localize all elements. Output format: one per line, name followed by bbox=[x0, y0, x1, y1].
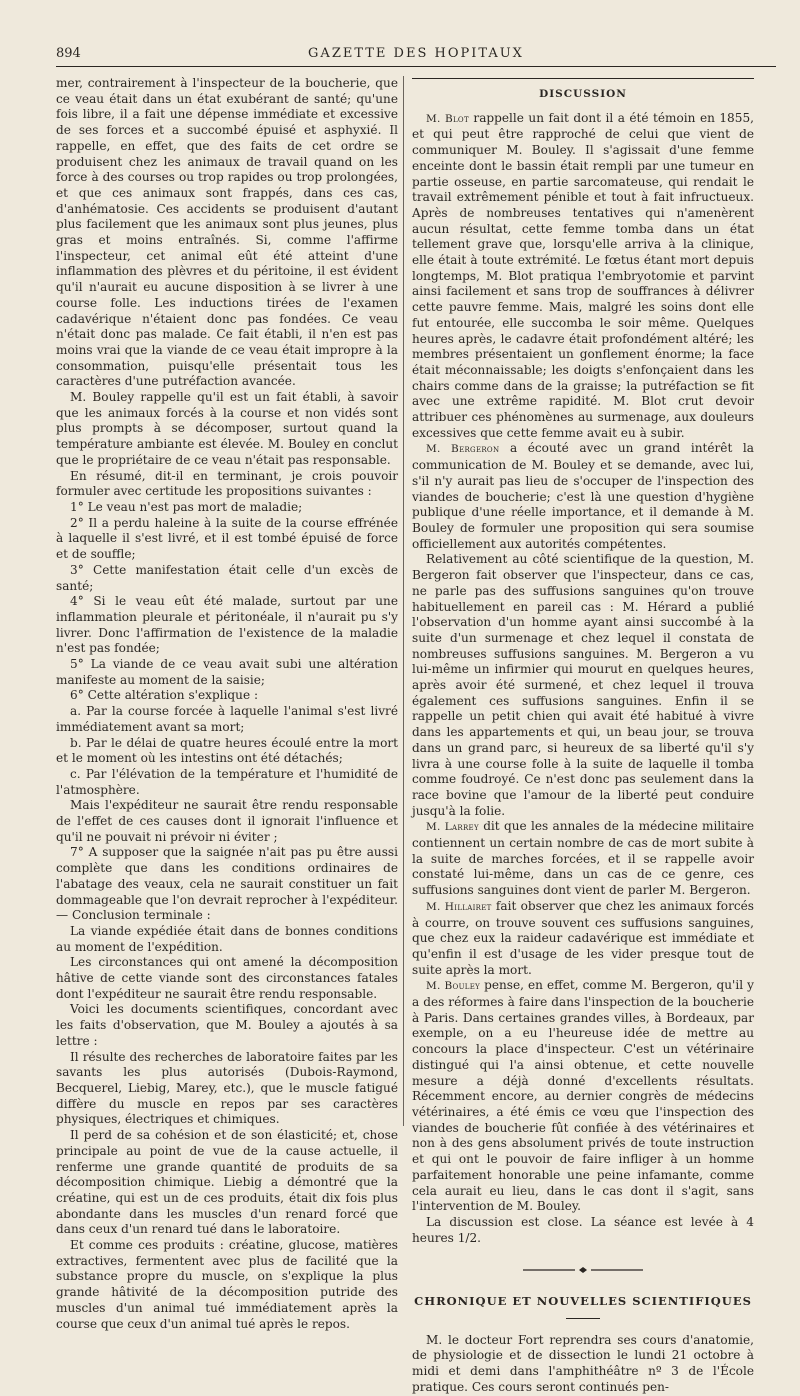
ornament-divider-icon bbox=[523, 1266, 643, 1274]
heading-underline bbox=[566, 1318, 600, 1319]
ornament-rule bbox=[412, 1264, 754, 1280]
paragraph: En résumé, dit-il en terminant, je crois pouvoir formuler avec certitude les propositions suivantes : bbox=[56, 468, 398, 499]
journal-title: GAZETTE DES HOPITAUX bbox=[308, 46, 524, 61]
speaker-name: M. Blot bbox=[426, 112, 469, 125]
proposition-item: 1° Le veau n'est pas mort de maladie; bbox=[70, 499, 303, 514]
proposition-item: 3° Cette manifestation était celle d'un excès de santé; bbox=[56, 562, 398, 593]
discussion-paragraph bbox=[412, 441, 754, 552]
discussion-paragraph bbox=[412, 111, 754, 442]
proposition-item: 6° Cette altération s'explique : bbox=[70, 688, 259, 703]
discussion-heading: DISCUSSION bbox=[539, 88, 627, 100]
proposition-item: 4° Si le veau eût été malade, surtout par une inflammation pleurale et péritonéale, il n'aurait pu s'y livrer. Donc l'affirmation de l'existence de la maladie n'est pas fondée; bbox=[56, 594, 398, 656]
discussion-text: Relativement au côté scientifique de la question, M. Bergeron fait observer que l'inspecteur, dans ce cas, ne parle pas des suffusions sanguines qu'on trouve habituellement en pareil cas : M. Hérard a publié l'observation d'un homme ayant ainsi succombé à la suite d'un surmenage et chez lequel il constata de nombreuses suffusions sanguines. M. Bergeron a vu lui-même un infirmier qui mourut en quelques heures, après avoir été surmené, et chez lequel il trouva également ces suffusions sanguines. Enfin il se rappelle un petit chien qui avait été habitué à vivre dans les appartements et qui, un beau jour, se trouva dans un grand parc, si heureux de sa liberté qu'il s'y livra à une course folle à la suite de laquelle il tomba comme foudroyé. Ce n'est donc pas seulement dans la race bovine que l'amour de la liberté peut conduire jusqu'à la folie. bbox=[412, 552, 754, 818]
proposition-subitem: c. Par l'élévation de la température et l'humidité de l'atmosphère. bbox=[56, 766, 398, 797]
paragraph: Et comme ces produits : créatine, glucose, matières extractives, fermentent avec plus de facilité que la substance propre du muscle, on s'explique la plus grande hâtivité de la décomposition putride des muscles d'un animal tué immédiatement après la course que ceux d'un animal tué après le repos. bbox=[56, 1238, 398, 1331]
discussion-paragraph bbox=[412, 1215, 754, 1246]
discussion-paragraph bbox=[412, 552, 754, 819]
right-column bbox=[412, 78, 754, 1396]
proposition-item: 2° Il a perdu haleine à la suite de la course effrénée à laquelle il s'est livré, et il est tombé épuisé de force et de souffle; bbox=[56, 515, 398, 562]
chronique-heading: CHRONIQUE ET NOUVELLES SCIENTIFIQUES bbox=[414, 1294, 752, 1309]
paragraph: Mais l'expéditeur ne saurait être rendu responsable de l'effet de ces causes dont il ignorait l'influence et qu'il ne pouvait ni prévoir ni éviter ; bbox=[56, 798, 398, 844]
speaker-name: M. Bergeron bbox=[426, 443, 500, 456]
section-rule bbox=[412, 78, 754, 79]
discussion-text: rappelle un fait dont il a été témoin en 1855, et qui peut être rapproché de celui que vient de communiquer M. Bouley. Il s'agissait d'une femme enceinte dont le bassin était rempli par une tumeur en partie osseuse, en partie sarcomateuse, qui rendait le travail extrêmement pénible et tout à fait infructueux. Après de nombreuses tentatives qui n'amenèrent aucun résultat, cette femme tomba dans un état tellement grave que, lorsqu'elle arriva à la clinique, elle était à toute extrémité. Le fœtus étant mort depuis longtemps, M. Blot pratiqua l'embryotomie et parvint ainsi facilement et sans trop de souffrances à délivrer cette pauvre femme. Mais, malgré les soins dont elle fut entourée, elle succomba le soir même. Quelques heures après, le cadavre était profondément altéré; les membres présentaient un gonflement énorme; la face était méconnaissable; les doigts s'enfonçaient dans les chairs comme dans de la graisse; la putréfaction se fit avec une extrême rapidité. M. Blot crut devoir attribuer ces phénomènes au surmenage, aux douleurs excessives que cette femme avait eu à subir. bbox=[412, 110, 754, 440]
paragraph: Les circonstances qui ont amené la décomposition hâtive de cette viande sont des circonstances fatales dont l'expéditeur ne saurait être rendu responsable. bbox=[56, 955, 398, 1001]
speaker-name: M. Larrey bbox=[426, 821, 479, 834]
discussion-paragraph bbox=[412, 819, 754, 899]
speaker-name: M. Bouley bbox=[426, 980, 481, 993]
column-divider bbox=[403, 76, 404, 1126]
paragraph: Il résulte des recherches de laboratoire faites par les savants les plus autorisés (Dubois-Raymond, Becquerel, Liebig, Marey, etc.), que le muscle fatigué diffère du muscle en repos par ses caractères physiques, électriques et chimiques. bbox=[56, 1049, 398, 1127]
left-column bbox=[56, 76, 398, 1332]
speaker-name: M. Hillairet bbox=[426, 900, 492, 913]
proposition-subitem: a. Par la course forcée à laquelle l'animal s'est livré immédiatement avant sa mort; bbox=[56, 704, 398, 734]
paragraph: M. Bouley rappelle qu'il est un fait établi, à savoir que les animaux forcés à la course et non vidés sont plus prompts à se décomposer, surtout quand la température ambiante est élevée. M. Bouley en conclut que le propriétaire de ce veau n'était pas responsable. bbox=[56, 390, 398, 467]
paragraph: mer, contrairement à l'inspecteur de la boucherie, que ce veau était dans un état exubérant de santé; qu'une fois libre, il a fait une dépense immédiate et excessive de ses forces et a succombé épuisé et asphyxié. Il rappelle, en effet, que des faits de cet ordre se produisent chez les animaux de travail quand on les force à des courses ou trop rapides ou trop prolongées, et que ces animaux sont frappés, dans ces cas, d'anhématosie. Ces accidents se produisent d'autant plus facilement que les animaux sont plus jeunes, plus gras et moins entraînés. Si, comme l'affirme l'inspecteur, cet animal eût été atteint d'une inflammation des plèvres et du péritoine, il est évident qu'il n'aurait eu aucune disposition à se livrer à une course folle. Les inductions tirées de l'examen cadavérique n'étaient donc pas fondées. Ce veau n'était donc pas malade. Ce fait établi, il n'en est pas moins vrai que la viande de ce veau était impropre à la consommation, puisqu'elle présentait tous les caractères d'une putréfaction avancée. bbox=[56, 76, 398, 389]
chronique-paragraph: M. le docteur Fort reprendra ses cours d'anatomie, de physiologie et de dissection le lundi 21 octobre à midi et demi dans l'amphithéâtre nº 3 de l'École pratique. Ces cours seront continués pen- bbox=[412, 1332, 754, 1394]
discussion-text: fait observer que chez les animaux forcés à courre, on trouve souvent ces suffusions sanguines, que chez eux la raideur cadavérique est immédiate et qu'enfin il est d'usage de les vider presque tout de suite après la mort. bbox=[412, 898, 754, 977]
discussion-text: dit que les annales de la médecine militaire contiennent un certain nombre de cas de mort subite à la suite de marches forcées, et il se rappelle avoir constaté lui-même, dans un cas de ce genre, ces suffusions sanguines dont vient de parler M. Bergeron. bbox=[412, 819, 754, 898]
paragraph: La viande expédiée était dans de bonnes conditions au moment de l'expédition. bbox=[56, 923, 398, 954]
discussion-text: La discussion est close. La séance est levée à 4 heures 1/2. bbox=[412, 1214, 754, 1245]
discussion-paragraph bbox=[412, 978, 754, 1215]
proposition-item: 7° A supposer que la saignée n'ait pas pu être aussi complète que dans les conditions ordinaires de l'abatage des veaux, cela ne saurait constituer un fait dommageable que l'on devrait reprocher à l'expéditeur. — Conclusion terminale : bbox=[56, 845, 398, 923]
discussion-text: pense, en effet, comme M. Bergeron, qu'il y a des réformes à faire dans l'inspection de la boucherie à Paris. Dans certaines grandes villes, à Bordeaux, par exemple, on a eu l'heureuse idée de mettre au concours la place d'inspecteur. C'est un vétérinaire distingué qui l'a ainsi obtenue, et cette nouvelle mesure a déjà donné d'excellents résultats. Récemment encore, au dernier congrès de médecins vétérinaires, a été émis ce vœu que l'inspection des viandes de boucherie fût confiée à des vétérinaires et non à des gens absolument privés de toute instruction et qui ont le pouvoir de faire infliger à un homme parfaitement honorable une peine infamante, comme cela aurait eu lieu, dans le cas dont il s'agit, sans l'intervention de M. Bouley. bbox=[412, 978, 754, 1214]
paragraph: Il perd de sa cohésion et de son élasticité; et, chose principale au point de vue de la cause actuelle, il renferme une grande quantité de produits de sa décomposition chimique. Liebig a démontré que la créatine, qui est un de ces produits, était dix fois plus abondante dans les muscles d'un renard forcé que dans ceux d'un renard tué dans le laboratoire. bbox=[56, 1128, 398, 1237]
discussion-paragraph bbox=[412, 899, 754, 979]
discussion-text: a écouté avec un grand intérêt la communication de M. Bouley et se demande, avec lui, s'il n'y aurait pas lieu de s'occuper de l'inspection des viandes de boucherie; c'est là une question d'hygiène publique d'une réelle importance, et il demande à M. Bouley de formuler une proposition qui sera soumise officiellement aux autorités compétentes. bbox=[412, 441, 754, 551]
page-number: 894 bbox=[56, 46, 81, 61]
page-header bbox=[56, 44, 776, 67]
proposition-item: 5° La viande de ce veau avait subi une altération manifeste au moment de la saisie; bbox=[56, 657, 398, 687]
proposition-subitem: b. Par le délai de quatre heures écoulé entre la mort et le moment où les intestins ont été détachés; bbox=[56, 735, 398, 766]
paragraph: Voici les documents scientifiques, concordant avec les faits d'observation, que M. Bouley a ajoutés à sa lettre : bbox=[56, 1002, 398, 1048]
